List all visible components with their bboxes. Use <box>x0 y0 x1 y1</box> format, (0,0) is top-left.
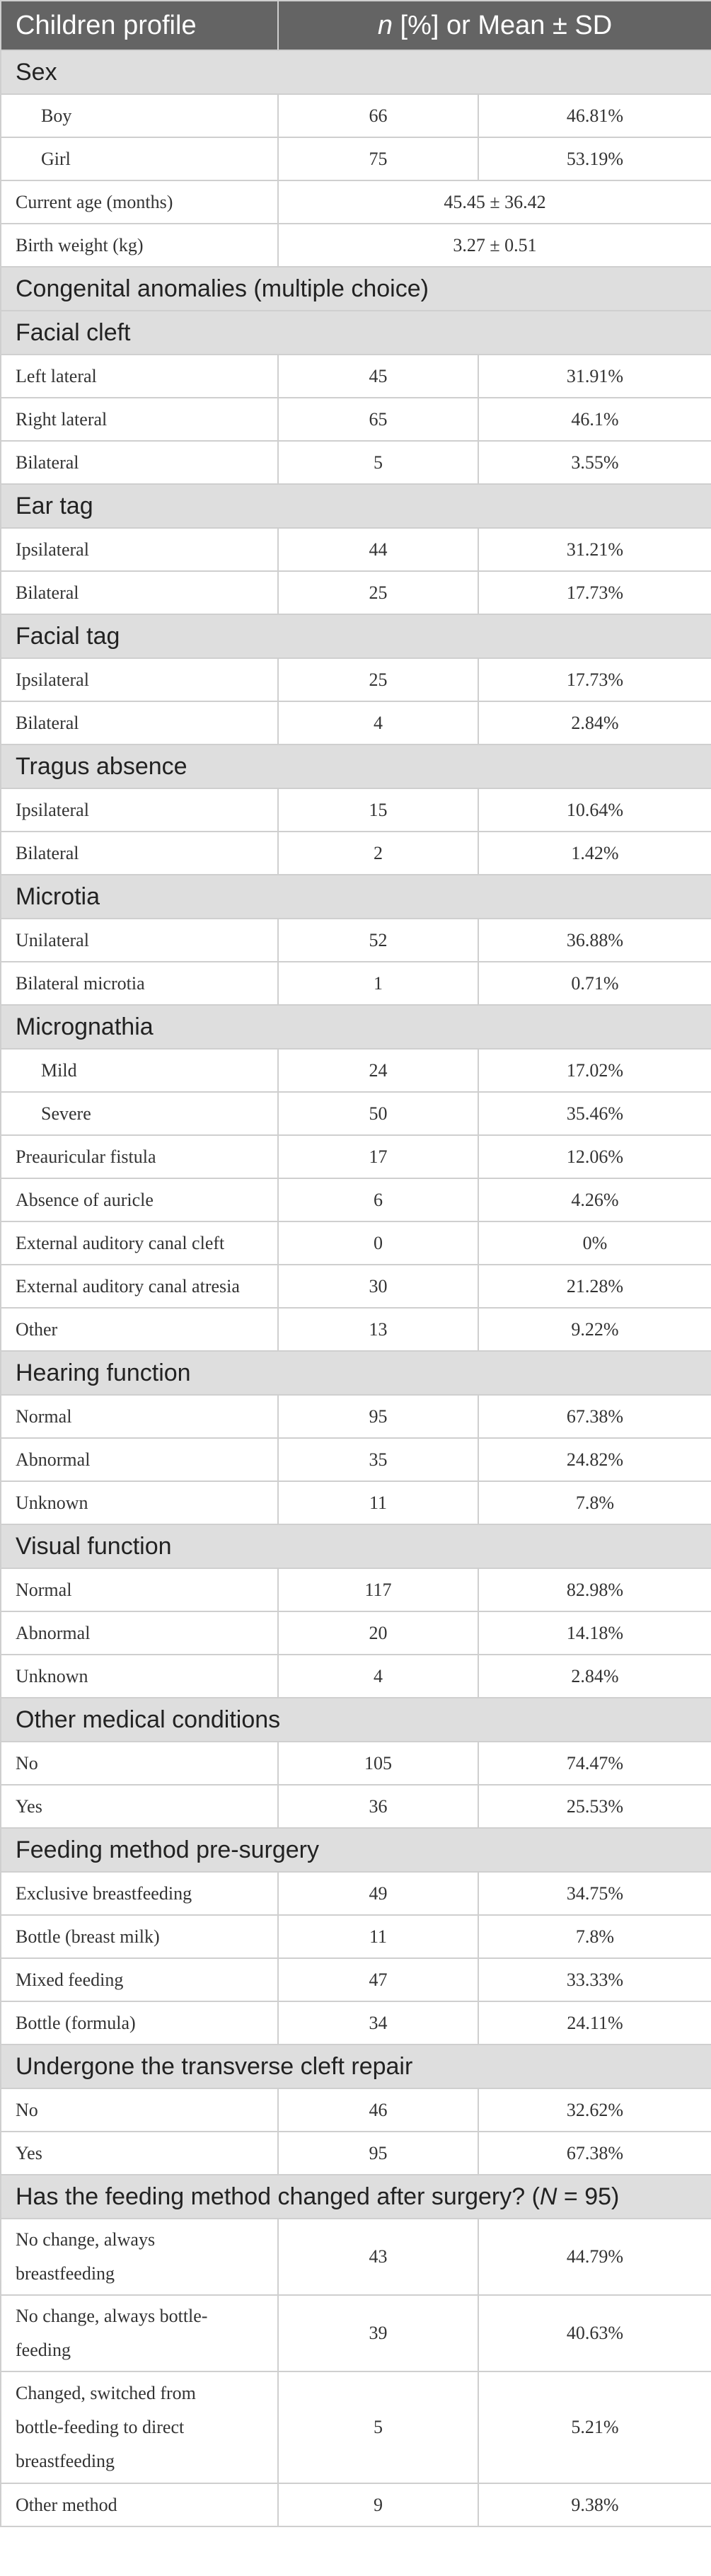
row-percent: 46.81% <box>478 94 711 137</box>
row-count: 34 <box>278 2001 478 2045</box>
row-count: 4 <box>278 701 478 744</box>
row-count: 13 <box>278 1308 478 1351</box>
row-label-line: No change, always bottle- <box>16 2306 208 2326</box>
section-title-n-symbol: N <box>539 2183 557 2210</box>
row-label: Unknown <box>1 1481 278 1524</box>
row-label: Other <box>1 1308 278 1351</box>
row-percent: 9.22% <box>478 1308 711 1351</box>
table-row <box>1 1655 711 1698</box>
row-count: 66 <box>278 94 478 137</box>
table-row <box>1 1872 711 1915</box>
row-count: 44 <box>278 528 478 571</box>
row-count: 105 <box>278 1742 478 1785</box>
row-label: Bilateral <box>1 832 278 875</box>
row-percent: 3.55% <box>478 441 711 484</box>
row-count: 95 <box>278 2132 478 2175</box>
row-label: Mixed feeding <box>1 1958 278 2001</box>
row-count: 5 <box>278 2371 478 2483</box>
header-n-percent-mean-sd <box>278 1 711 50</box>
row-percent: 24.11% <box>478 2001 711 2045</box>
row-label: Abnormal <box>1 1611 278 1655</box>
row-count: 50 <box>278 1092 478 1135</box>
row-label: Bilateral <box>1 441 278 484</box>
table-row <box>1 2295 711 2371</box>
row-percent: 17.02% <box>478 1049 711 1092</box>
row-percent: 67.38% <box>478 2132 711 2175</box>
row-count: 39 <box>278 2295 478 2371</box>
section-header-row <box>1 614 711 658</box>
section-title: Micrognathia <box>1 1005 711 1049</box>
table-row <box>1 1958 711 2001</box>
header-n-rest: [%] or Mean ± SD <box>392 10 613 40</box>
row-count: 11 <box>278 1915 478 1958</box>
table-row <box>1 355 711 398</box>
table-row <box>1 1568 711 1611</box>
row-count: 35 <box>278 1438 478 1481</box>
table-row <box>1 832 711 875</box>
section-header-row <box>1 50 711 94</box>
section-header-row <box>1 267 711 311</box>
row-label <box>1 2295 278 2371</box>
section-header-row <box>1 1828 711 1872</box>
table-row <box>1 919 711 962</box>
table-row <box>1 1049 711 1092</box>
table-row <box>1 2483 711 2526</box>
section-header-row <box>1 1698 711 1742</box>
table-row <box>1 2001 711 2045</box>
table-row <box>1 1611 711 1655</box>
row-percent: 67.38% <box>478 1395 711 1438</box>
section-header-row <box>1 311 711 355</box>
row-percent: 34.75% <box>478 1872 711 1915</box>
row-percent: 32.62% <box>478 2088 711 2132</box>
row-percent: 4.26% <box>478 1178 711 1221</box>
table-row <box>1 180 711 224</box>
row-label: Bottle (breast milk) <box>1 1915 278 1958</box>
table-row <box>1 788 711 832</box>
row-label: Bilateral <box>1 571 278 614</box>
row-count: 20 <box>278 1611 478 1655</box>
row-label: Left lateral <box>1 355 278 398</box>
row-label: External auditory canal atresia <box>1 1265 278 1308</box>
section-header-row <box>1 1524 711 1568</box>
table-row <box>1 701 711 744</box>
table-row <box>1 441 711 484</box>
table-row <box>1 962 711 1005</box>
row-count: 36 <box>278 1785 478 1828</box>
section-title-text: Has the feeding method changed after surgery? ( <box>16 2183 540 2210</box>
row-percent: 7.8% <box>478 1481 711 1524</box>
row-percent: 12.06% <box>478 1135 711 1178</box>
section-header-row <box>1 1005 711 1049</box>
row-percent: 36.88% <box>478 919 711 962</box>
row-count: 25 <box>278 571 478 614</box>
section-title: Sex <box>1 50 711 94</box>
section-title <box>1 2175 711 2219</box>
table-row <box>1 1135 711 1178</box>
header-n-symbol: n <box>377 10 393 40</box>
row-count: 117 <box>278 1568 478 1611</box>
row-percent: 14.18% <box>478 1611 711 1655</box>
row-percent: 74.47% <box>478 1742 711 1785</box>
row-label-line: feeding <box>16 2340 71 2360</box>
row-count: 95 <box>278 1395 478 1438</box>
row-label: Preauricular fistula <box>1 1135 278 1178</box>
row-label-line: breastfeeding <box>16 2263 115 2284</box>
row-label-line: breastfeeding <box>16 2451 115 2471</box>
table-row <box>1 2219 711 2295</box>
row-label: Bilateral microtia <box>1 962 278 1005</box>
table-row <box>1 1221 711 1265</box>
row-count: 45 <box>278 355 478 398</box>
row-count: 9 <box>278 2483 478 2526</box>
row-label: Yes <box>1 2132 278 2175</box>
row-percent: 31.91% <box>478 355 711 398</box>
row-percent: 7.8% <box>478 1915 711 1958</box>
row-percent: 33.33% <box>478 1958 711 2001</box>
table-row <box>1 1438 711 1481</box>
row-percent: 82.98% <box>478 1568 711 1611</box>
row-label: Unilateral <box>1 919 278 962</box>
row-count: 2 <box>278 832 478 875</box>
row-count: 46 <box>278 2088 478 2132</box>
row-label: Severe <box>1 1092 278 1135</box>
row-count: 1 <box>278 962 478 1005</box>
row-label: Ipsilateral <box>1 788 278 832</box>
table-row <box>1 94 711 137</box>
table-row <box>1 137 711 180</box>
table-body <box>1 50 711 2526</box>
row-count: 0 <box>278 1221 478 1265</box>
row-count: 75 <box>278 137 478 180</box>
row-label: No <box>1 1742 278 1785</box>
section-title: Feeding method pre-surgery <box>1 1828 711 1872</box>
section-header-row <box>1 2175 711 2219</box>
row-count: 30 <box>278 1265 478 1308</box>
table-row <box>1 1395 711 1438</box>
table-row <box>1 2132 711 2175</box>
section-title: Microtia <box>1 875 711 919</box>
row-label-line: Changed, switched from <box>16 2383 196 2403</box>
row-percent: 21.28% <box>478 1265 711 1308</box>
row-percent: 40.63% <box>478 2295 711 2371</box>
table-row <box>1 1265 711 1308</box>
row-percent: 1.42% <box>478 832 711 875</box>
row-count: 6 <box>278 1178 478 1221</box>
section-title: Ear tag <box>1 484 711 528</box>
row-count: 52 <box>278 919 478 962</box>
row-label: Other method <box>1 2483 278 2526</box>
row-label <box>1 2219 278 2295</box>
section-title-text-end: = 95) <box>557 2183 620 2210</box>
row-percent: 2.84% <box>478 1655 711 1698</box>
table-row <box>1 1481 711 1524</box>
row-label: Normal <box>1 1395 278 1438</box>
section-title: Other medical conditions <box>1 1698 711 1742</box>
section-header-row <box>1 484 711 528</box>
row-mean-sd-value: 45.45 ± 36.42 <box>278 180 711 224</box>
row-percent: 44.79% <box>478 2219 711 2295</box>
row-label: Unknown <box>1 1655 278 1698</box>
section-header-row <box>1 744 711 788</box>
row-label-line: No change, always <box>16 2229 156 2250</box>
row-count: 47 <box>278 1958 478 2001</box>
section-title: Undergone the transverse cleft repair <box>1 2045 711 2088</box>
row-mean-sd-value: 3.27 ± 0.51 <box>278 224 711 267</box>
section-title: Hearing function <box>1 1351 711 1395</box>
section-title: Congenital anomalies (multiple choice) <box>1 267 711 311</box>
section-header-row <box>1 2045 711 2088</box>
row-percent: 5.21% <box>478 2371 711 2483</box>
row-label: Boy <box>1 94 278 137</box>
table-row <box>1 1178 711 1221</box>
row-percent: 10.64% <box>478 788 711 832</box>
row-label: Birth weight (kg) <box>1 224 278 267</box>
row-label: External auditory canal cleft <box>1 1221 278 1265</box>
row-count: 24 <box>278 1049 478 1092</box>
row-label: Bottle (formula) <box>1 2001 278 2045</box>
row-label: Mild <box>1 1049 278 1092</box>
section-title: Visual function <box>1 1524 711 1568</box>
row-label: Girl <box>1 137 278 180</box>
row-percent: 17.73% <box>478 658 711 701</box>
row-percent: 0.71% <box>478 962 711 1005</box>
row-label: Yes <box>1 1785 278 1828</box>
row-count: 25 <box>278 658 478 701</box>
row-percent: 2.84% <box>478 701 711 744</box>
row-percent: 31.21% <box>478 528 711 571</box>
row-count: 4 <box>278 1655 478 1698</box>
table-row <box>1 224 711 267</box>
table-row <box>1 1308 711 1351</box>
table-row <box>1 1092 711 1135</box>
row-count: 65 <box>278 398 478 441</box>
row-percent: 0% <box>478 1221 711 1265</box>
table-row <box>1 571 711 614</box>
table-row <box>1 2371 711 2483</box>
table-row <box>1 528 711 571</box>
table-row <box>1 1785 711 1828</box>
section-title: Facial tag <box>1 614 711 658</box>
section-title: Facial cleft <box>1 311 711 355</box>
table-row <box>1 658 711 701</box>
table-row <box>1 398 711 441</box>
row-label-line: bottle-feeding to direct <box>16 2417 185 2437</box>
row-percent: 9.38% <box>478 2483 711 2526</box>
row-label: Absence of auricle <box>1 1178 278 1221</box>
section-title: Tragus absence <box>1 744 711 788</box>
table-header-row <box>1 1 711 50</box>
section-header-row <box>1 875 711 919</box>
row-label: Normal <box>1 1568 278 1611</box>
row-percent: 53.19% <box>478 137 711 180</box>
row-count: 11 <box>278 1481 478 1524</box>
row-percent: 35.46% <box>478 1092 711 1135</box>
row-percent: 17.73% <box>478 571 711 614</box>
row-label: No <box>1 2088 278 2132</box>
row-count: 15 <box>278 788 478 832</box>
row-label: Right lateral <box>1 398 278 441</box>
row-label: Exclusive breastfeeding <box>1 1872 278 1915</box>
table-row <box>1 1742 711 1785</box>
row-count: 5 <box>278 441 478 484</box>
row-label: Ipsilateral <box>1 658 278 701</box>
row-percent: 24.82% <box>478 1438 711 1481</box>
row-label: Bilateral <box>1 701 278 744</box>
row-label: Ipsilateral <box>1 528 278 571</box>
header-children-profile: Children profile <box>1 1 278 50</box>
row-label: Abnormal <box>1 1438 278 1481</box>
row-count: 43 <box>278 2219 478 2295</box>
row-label <box>1 2371 278 2483</box>
row-percent: 25.53% <box>478 1785 711 1828</box>
row-label: Current age (months) <box>1 180 278 224</box>
row-count: 49 <box>278 1872 478 1915</box>
row-percent: 46.1% <box>478 398 711 441</box>
section-header-row <box>1 1351 711 1395</box>
table-row <box>1 2088 711 2132</box>
table-row <box>1 1915 711 1958</box>
row-count: 17 <box>278 1135 478 1178</box>
